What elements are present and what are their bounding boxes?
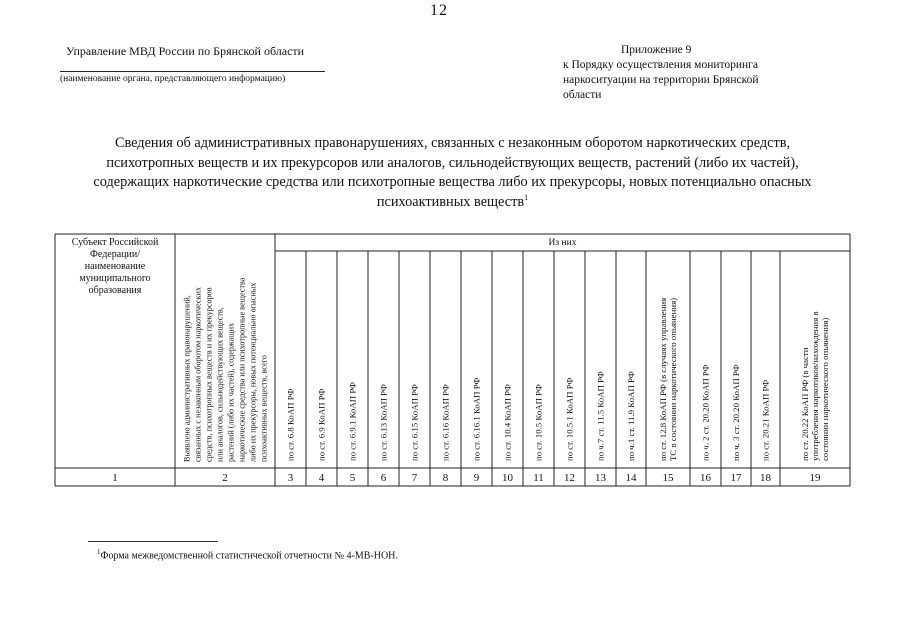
title-line-3: содержащих наркотические средства или психотропные вещества либо их прекурсоры, новых потенциально опасных xyxy=(93,174,812,190)
article-column-header: по ст. 20.21 КоАП РФ xyxy=(760,379,771,461)
article-column-header: по ст. 10.4 КоАП РФ xyxy=(502,384,513,461)
title-line-4-text: психоактивных веществ xyxy=(376,193,525,210)
subject-header-line: наименование xyxy=(84,261,146,272)
organization-caption: (наименование органа, представляющего информацию) xyxy=(60,74,286,84)
total-header-line: наркотические средства или психотропные вещества xyxy=(237,277,247,462)
title-footnote-mark: 1 xyxy=(524,192,529,202)
appendix-line-1: Приложение 9 xyxy=(621,44,692,56)
appendix-line-3: наркоситуации на территории Брянской xyxy=(563,74,759,86)
column-number: 10 xyxy=(502,472,513,484)
column-number: 19 xyxy=(809,472,821,484)
group-header: Из них xyxy=(548,238,577,248)
column-number: 9 xyxy=(473,472,480,484)
subject-header-line: Федерации/ xyxy=(89,249,141,260)
column-number: 8 xyxy=(442,472,449,484)
appendix-line-2: к Порядку осуществления мониторинга xyxy=(563,59,759,71)
article-column-header: по ст. 12.8 КоАП РФ (в случаях управления xyxy=(658,297,668,461)
column-number: 7 xyxy=(411,472,418,484)
subject-header-line: образования xyxy=(88,285,142,296)
total-header-line: либо их прекурсоры, новых потенциально опасных xyxy=(248,282,258,462)
total-header-line: психоактивных веществ, всего xyxy=(259,355,269,462)
column-number: 11 xyxy=(533,472,544,484)
article-column-header: употребления наркотиков/нахождения в xyxy=(810,311,820,461)
article-column-header: по ст. 10.5.1 КоАП РФ xyxy=(564,377,575,461)
column-number: 18 xyxy=(760,472,771,484)
appendix-line-4: области xyxy=(563,89,602,101)
column-number: 4 xyxy=(318,472,325,484)
column-number: 6 xyxy=(380,472,387,484)
column-number: 5 xyxy=(349,472,356,484)
article-column-header: по ст. 6.9 КоАП РФ xyxy=(316,388,327,461)
article-column-header: по ч. 2 ст. 20.20 КоАП РФ xyxy=(700,364,711,461)
column-number: 13 xyxy=(595,472,606,484)
total-header-line: растений (либо их частей), содержащих xyxy=(226,322,236,462)
footnote xyxy=(97,548,398,561)
article-column-header: по ст. 10.5 КоАП РФ xyxy=(533,384,544,461)
article-column-header: по ч.1 ст. 11.9 КоАП РФ xyxy=(626,371,636,461)
column-number: 2 xyxy=(222,472,228,484)
article-column-header: по ст. 6.8 КоАП РФ xyxy=(285,388,296,461)
column-number: 3 xyxy=(287,472,294,484)
column-number: 14 xyxy=(625,472,637,484)
page-number: 12 xyxy=(430,2,448,19)
article-column-header: ТС в состоянии наркотического опьянения) xyxy=(668,297,678,461)
article-column-header: по ч. 3 ст. 20.20 КоАП РФ xyxy=(731,364,741,461)
article-column-header: по ч.7 ст. 11.5 КоАП РФ xyxy=(595,371,606,461)
title-line-1: Сведения об административных правонарушениях, связанных с незаконным оборотом наркотических средств, xyxy=(114,135,791,151)
article-column-header: состоянии наркотического опьянения) xyxy=(820,317,830,461)
column-number: 12 xyxy=(564,472,575,484)
article-column-header: по ст. 6.9.1 КоАП РФ xyxy=(347,381,358,461)
column-number: 16 xyxy=(700,472,711,484)
article-column-header: по ст. 6.16.1 КоАП РФ xyxy=(471,377,482,461)
column-number: 1 xyxy=(112,472,118,484)
article-column-header: по ст. 6.16 КоАП РФ xyxy=(440,384,451,461)
total-header-line: или аналогов, сильнодействующих веществ, xyxy=(215,307,225,462)
title-line-2: психотропных веществ и их прекурсоров или аналогов, сильнодействующих веществ, растений (либо их частей), xyxy=(106,154,799,171)
column-number: 17 xyxy=(730,472,742,484)
footnote-mark: 1 xyxy=(97,548,101,556)
article-column-header: по ст. 20.22 КоАП РФ (в части xyxy=(800,347,810,461)
organization-name: Управление МВД России по Брянской области xyxy=(66,44,305,58)
footnote-separator xyxy=(88,541,218,542)
article-column-header: по ст. 6.15 КоАП РФ xyxy=(409,384,420,461)
subject-header-line: Субъект Российской xyxy=(71,237,159,248)
column-number: 15 xyxy=(662,472,674,484)
total-header-line: средств, психотропных веществ и их прекурсоров xyxy=(204,287,214,462)
footnote-text: Форма межведомственной статистической отчетности № 4-МВ-НОН. xyxy=(100,550,398,562)
article-column-header: по ст. 6.13 КоАП РФ xyxy=(378,384,389,461)
subject-header-line: муниципального xyxy=(79,273,151,284)
total-header-line: связанных с незаконным оборотом наркотических xyxy=(193,287,203,462)
total-header-line: Выявлено административных правонарушений, xyxy=(182,295,192,462)
